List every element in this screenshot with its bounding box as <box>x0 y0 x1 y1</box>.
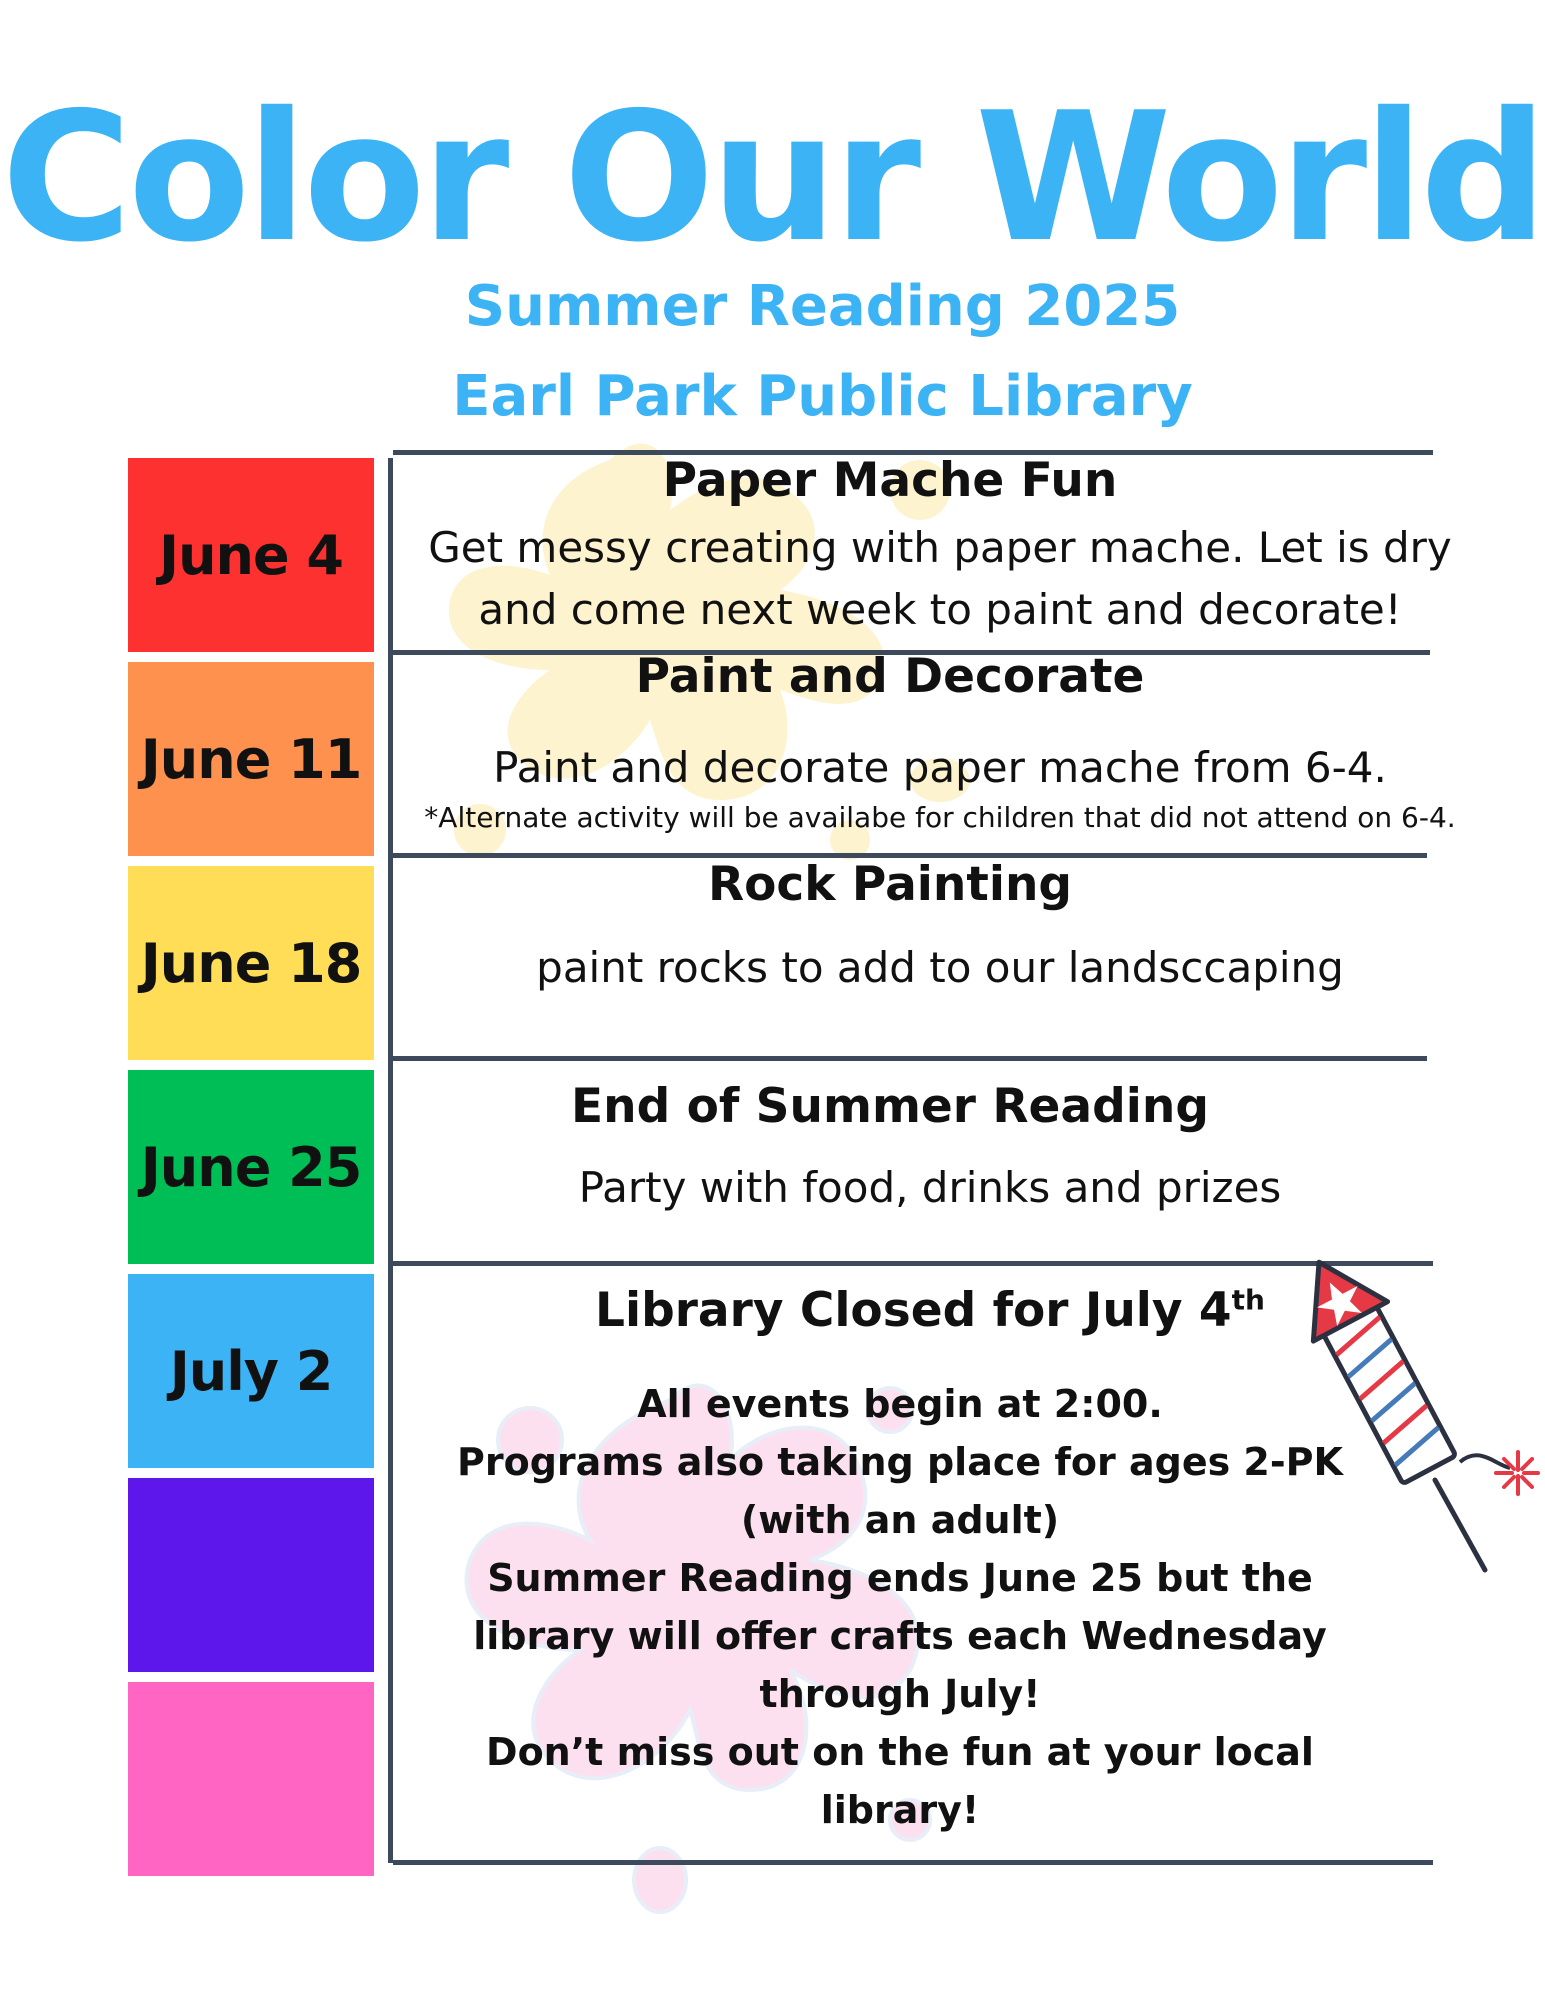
event-note-alternate: *Alternate activity will be availabe for children that did not attend on 6-4. <box>424 801 1456 834</box>
date-block-july-2 <box>128 1274 374 1468</box>
date-block-june-4 <box>128 458 374 652</box>
event-desc-paint-decorate: Paint and decorate paper mache from 6-4. <box>493 743 1387 792</box>
divider-line <box>393 1261 1433 1266</box>
date-label: June 18 <box>140 931 362 995</box>
info-line: All events begin at 2:00. <box>637 1382 1163 1426</box>
info-line: through July! <box>759 1672 1041 1716</box>
firework-rocket-icon <box>1280 1240 1540 1580</box>
divider-line <box>393 1860 1433 1865</box>
date-label: June 25 <box>140 1135 362 1199</box>
info-line: Don’t miss out on the fun at your local <box>486 1730 1314 1774</box>
divider-line <box>393 1056 1427 1061</box>
color-block-purple <box>128 1478 374 1672</box>
date-label: July 2 <box>169 1339 333 1403</box>
info-line: library! <box>820 1788 980 1832</box>
event-desc-rock-painting: paint rocks to add to our landsccaping <box>536 943 1344 992</box>
event-title-paint-decorate: Paint and Decorate <box>635 649 1145 704</box>
color-block-pink <box>128 1682 374 1876</box>
info-line: Programs also taking place for ages 2-PK <box>457 1440 1343 1484</box>
date-block-june-25 <box>128 1070 374 1264</box>
event-title-paper-mache: Paper Mache Fun <box>662 453 1118 508</box>
info-line: (with an adult) <box>740 1498 1060 1542</box>
library-name: Earl Park Public Library <box>452 364 1193 429</box>
poster-title: Color Our World <box>1 74 1544 281</box>
info-line: library will offer crafts each Wednesday <box>473 1614 1327 1658</box>
poster-subtitle: Summer Reading 2025 <box>464 274 1181 339</box>
event-title-sup: th <box>1231 1283 1265 1317</box>
date-label: June 4 <box>159 523 343 587</box>
date-block-june-11 <box>128 662 374 856</box>
event-title-rock-painting: Rock Painting <box>707 857 1073 912</box>
info-line: Summer Reading ends June 25 but the <box>487 1556 1313 1600</box>
event-desc-paper-mache-line1: Get messy creating with paper mache. Let is dry <box>428 523 1452 572</box>
timeline-vertical-line <box>388 458 393 1863</box>
date-label: June 11 <box>140 727 362 791</box>
event-title-text: Library Closed for July 4 <box>595 1283 1232 1338</box>
date-block-june-18 <box>128 866 374 1060</box>
info-paragraph <box>440 1375 1360 1839</box>
event-desc-end-summer: Party with food, drinks and prizes <box>578 1163 1282 1212</box>
event-desc-paper-mache-line2: and come next week to paint and decorate! <box>478 585 1402 634</box>
event-title-end-summer: End of Summer Reading <box>571 1079 1209 1134</box>
